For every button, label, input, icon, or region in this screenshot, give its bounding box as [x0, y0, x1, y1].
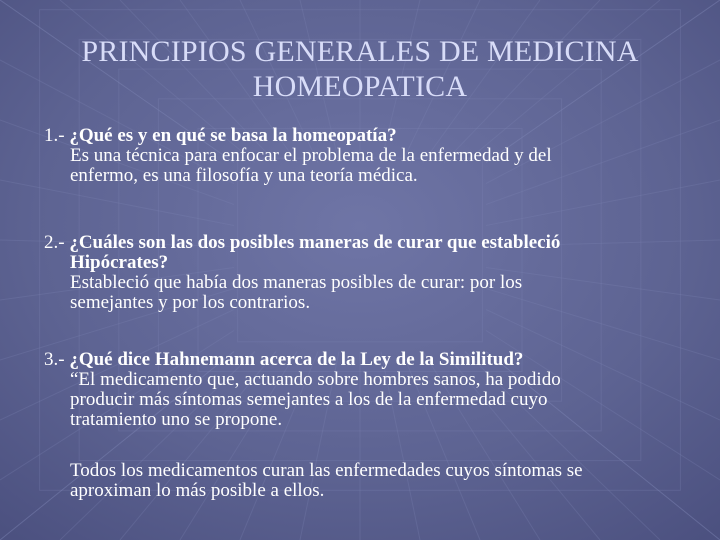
question-number-1: 1.- [44, 125, 65, 146]
question-number-2: 2.- [44, 232, 65, 253]
answer-3-extra-line-1: Todos los medicamentos curan las enfermedades cuyos síntomas se [70, 460, 583, 481]
question-3 [44, 350, 694, 370]
answer-3-line-1: “El medicamento que, actuando sobre hombres sanos, ha podido [70, 369, 561, 390]
question-number-3: 3.- [44, 349, 65, 370]
answer-2 [70, 273, 694, 313]
question-text-1: ¿Qué es y en qué se basa la homeopatía? [69, 125, 397, 146]
question-text-2-line-1: ¿Cuáles son las dos posibles maneras de curar que estableció [69, 232, 561, 253]
answer-3-extra-line-2: aproximan lo más posible a ellos. [70, 480, 325, 501]
answer-1 [70, 146, 694, 186]
slide-title [0, 34, 720, 104]
question-item-1 [44, 126, 694, 186]
question-text-3: ¿Qué dice Hahnemann acerca de la Ley de la Similitud? [69, 349, 524, 370]
answer-3 [70, 370, 694, 430]
question-item-2 [44, 233, 694, 313]
question-text-2-line-2: Hipócrates? [70, 252, 169, 273]
question-1 [44, 126, 694, 146]
answer-3-line-2: producir más síntomas semejantes a los de la enfermedad cuyo [70, 389, 548, 410]
question-item-3 [44, 350, 694, 501]
slide-title-line-1: PRINCIPIOS GENERALES DE MEDICINA [81, 35, 639, 68]
answer-3-extra [70, 461, 694, 501]
answer-3-line-3: tratamiento uno se propone. [70, 409, 283, 430]
question-2 [44, 233, 694, 273]
slide-title-line-2: HOMEOPATICA [252, 70, 468, 103]
answer-1-line-2: enfermo, es una filosofía y una teoría médica. [70, 165, 418, 186]
answer-1-line-1: Es una técnica para enfocar el problema de la enfermedad y del [70, 145, 552, 166]
answer-2-line-2: semejantes y por los contrarios. [70, 292, 311, 313]
answer-2-line-1: Estableció que había dos maneras posibles de curar: por los [70, 272, 523, 293]
